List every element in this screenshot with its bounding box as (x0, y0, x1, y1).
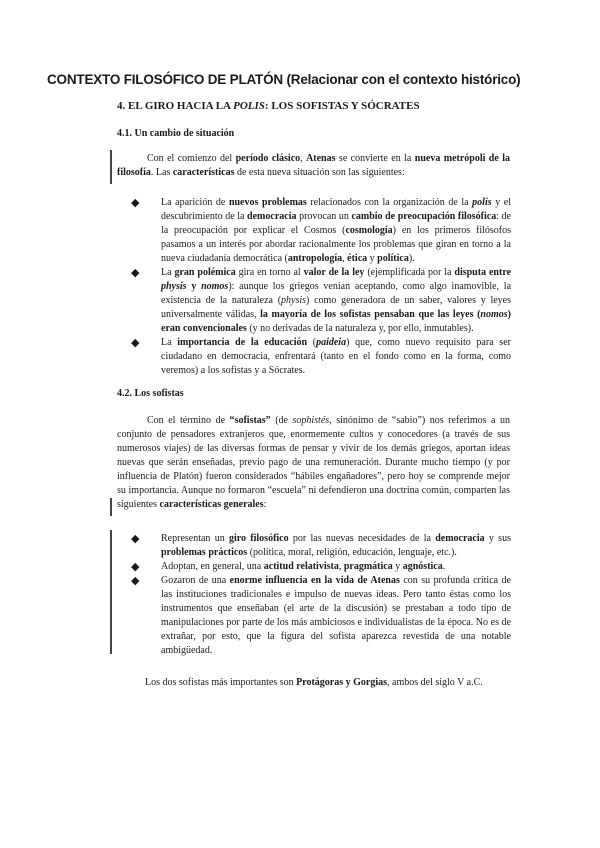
list-item: ◆ Representan un giro filosófico por las nuevas necesidades de la democracia y sus problemas prácticos (política, moral, religión, educación, lenguaje, etc.). (131, 533, 511, 558)
diamond-bullet-icon: ◆ (131, 533, 140, 545)
list-item: ◆ La aparición de nuevos problemas relacionados con la organización de la polis y el descubrimiento de la democracia provocan un cambio de preocupación filosófica: de la preocupación por explicar el Cosmos (cosmología) en los primeros filósofos pasamos a un interés por abordar racionalmente los problemas que giran en torno a la nueva ciudadanía democrática (antropología, ética y política). (131, 197, 512, 264)
diamond-bullet-icon: ◆ (131, 337, 140, 349)
section1-bullet-list (131, 196, 511, 378)
margin-bar (110, 150, 112, 184)
main-heading: 4. EL GIRO HACIA LA POLIS: LOS SOFISTAS Y SÓCRATES (117, 100, 420, 112)
list-item: ◆ La gran polémica gira en torno al valor de la ley (ejemplificada por la disputa entre physis y nomos): aunque los griegos venían aceptando, como algo inamovible, la existencia de la naturaleza (physis) como generadora de un saber, valores y leyes universalmente válidas, la mayoría de los sofistas pensaban que las leyes (nomos) eran convencionales (y no derivadas de la naturaleza y, por ello, inmutables). (131, 267, 512, 334)
section-heading-4-1: 4.1. Un cambio de situación (117, 128, 235, 139)
section1-intro: Con el comienzo del período clásico, Atenas se convierte en la nueva metrópoli de la filosofía. Las características de esta nueva situación son las siguientes: (117, 153, 510, 178)
section2-bullet-list (131, 532, 511, 658)
closing-sentence: Los dos sofistas más importantes son Protágoras y Gorgias, ambos del siglo V a.C. (145, 677, 483, 688)
section2-intro: Con el término de “sofistas” (de sophistés, sinónimo de “sabio”) nos referimos a un conjunto de pensadores extranjeros que, enormemente cultos y conocedores (a través de sus numerosos viajes) de las diversas formas de pensar y vivir de los demás griegos, aportan ideas nuevas que serán enseñadas, previo pago de una remuneración. Durante mucho tiempo (y por influencia de Platón) fueron considerados “hábiles engañadores”, pero hoy se comprende mejor su importancia. Aunque no formaron “escuela” ni defendieron una doctrina común, comparten las siguientes características generales: (117, 415, 510, 510)
diamond-bullet-icon: ◆ (131, 197, 140, 209)
diamond-bullet-icon: ◆ (131, 575, 140, 587)
diamond-bullet-icon: ◆ (131, 267, 140, 279)
diamond-bullet-icon: ◆ (131, 561, 140, 573)
list-item: ◆ Gozaron de una enorme influencia en la vida de Atenas con su profunda crítica de las instituciones tradicionales e impulso de nuevas ideas. Pero tanto éstas como los instrumentos que enseñaban (el arte de la discusión) se prestaban a todo tipo de manipulaciones por parte de los más ambiciosos e individualistas de la época. No es de extrañar, por esto, que la figura del sofista aparezca revestida de una notable ambigüedad. (131, 575, 511, 656)
list-item: ◆ Adoptan, en general, una actitud relativista, pragmática y agnóstica. (131, 561, 446, 573)
page-title: CONTEXTO FILOSÓFICO DE PLATÓN (Relacionar con el contexto histórico) (47, 72, 521, 87)
margin-bar (110, 498, 112, 516)
section-heading-4-2: 4.2. Los sofistas (117, 388, 184, 399)
list-item: ◆ La importancia de la educación (paideia) que, como nuevo requisito para ser ciudadano en democracia, enfrentará (tanto en el fondo como en la forma, como veremos) a los sofistas y a Sócrates. (131, 337, 511, 376)
margin-bar (110, 530, 112, 654)
